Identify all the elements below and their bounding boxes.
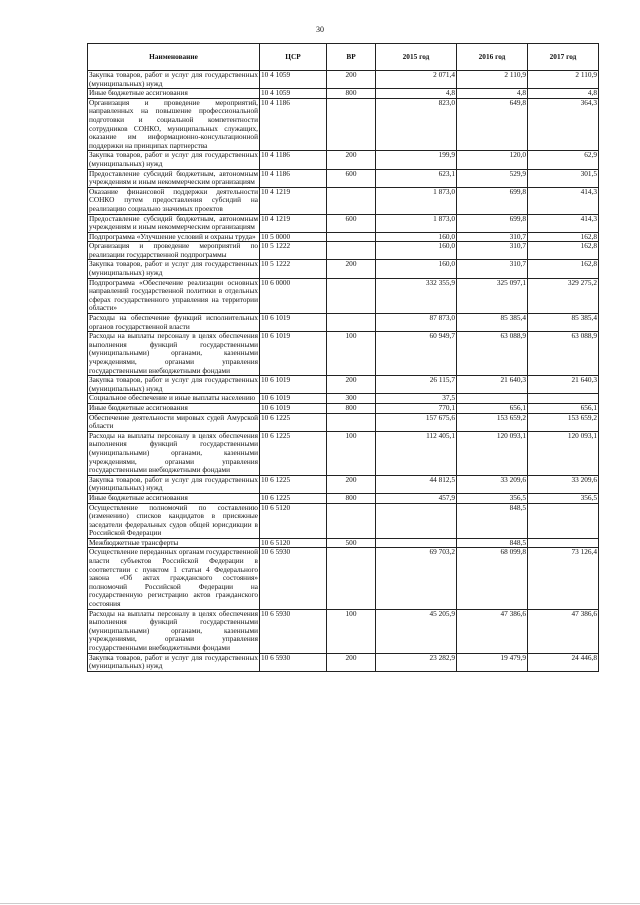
row-vr: 200 (327, 475, 376, 493)
row-2016: 47 386,6 (457, 609, 528, 653)
header-csr: ЦСР (260, 44, 327, 71)
scan-edge (0, 903, 640, 904)
row-vr (327, 242, 376, 260)
row-2017: 356,5 (528, 493, 599, 503)
header-name: Наименование (88, 44, 260, 71)
row-name: Обеспечение деятельности мировых судей Амурской области (89, 413, 258, 431)
row-2015: 1 873,0 (376, 187, 457, 214)
row-name: Расходы на выплаты персоналу в целях обеспечения выполнения функций государственными (муниципальными) органами, казенными учреждениями, органами управления государственными внебюджетными фондами (89, 609, 258, 652)
row-2017: 73 126,4 (528, 548, 599, 609)
row-2017: 63 088,9 (528, 332, 599, 376)
header-vr: ВР (327, 44, 376, 71)
row-vr: 600 (327, 214, 376, 232)
row-2017: 62,9 (528, 151, 599, 169)
row-vr (327, 413, 376, 431)
row-name: Межбюджетные трансферты (88, 538, 260, 548)
row-2016: 4,8 (457, 89, 528, 99)
row-csr: 10 6 1019 (260, 314, 327, 332)
row-2015: 23 282,9 (376, 653, 457, 671)
row-name: Осуществление переданных органам государственной власти субъектов Российской Федерации в соответствии с пунктом 1 статьи 4 Федерального закона «Об актах гражданского состояния» полномочий Российской Федерации на государственную регистрацию актов гражданского состояния (89, 547, 258, 609)
row-name: Подпрограмма «Улучшение условий и охраны труда» (88, 232, 260, 242)
row-vr: 200 (327, 151, 376, 169)
row-2015 (376, 538, 457, 548)
row-name: Закупка товаров, работ и услуг для государственных (муниципальных) нужд (89, 259, 258, 278)
header-2015: 2015 год (376, 44, 457, 71)
table-header-row (88, 44, 599, 71)
row-csr: 10 6 1225 (260, 493, 327, 503)
table-row (88, 98, 599, 151)
row-2016: 310,7 (457, 232, 528, 242)
row-2016: 649,8 (457, 98, 528, 151)
row-name: Закупка товаров, работ и услуг для государственных (муниципальных) нужд (89, 70, 258, 88)
row-vr: 200 (327, 653, 376, 671)
row-csr: 10 6 1019 (260, 332, 327, 376)
row-2015: 770,1 (376, 403, 457, 413)
table-row (88, 332, 599, 376)
table-row (88, 260, 599, 278)
row-vr: 300 (327, 394, 376, 404)
row-2017: 414,3 (528, 187, 599, 214)
table-row (88, 653, 599, 671)
table-row (88, 431, 599, 475)
row-vr (327, 278, 376, 313)
row-2015: 160,0 (376, 232, 457, 242)
table-row (88, 151, 599, 169)
row-2015: 160,0 (376, 242, 457, 260)
row-2015: 60 949,7 (376, 332, 457, 376)
row-2015: 37,5 (376, 394, 457, 404)
row-2016: 63 088,9 (457, 332, 528, 376)
row-2015: 623,1 (376, 169, 457, 187)
table-row (88, 232, 599, 242)
row-2016: 153 659,2 (457, 413, 528, 431)
table-row (88, 609, 599, 653)
row-2017: 24 446,8 (528, 653, 599, 671)
row-vr (327, 548, 376, 609)
row-csr: 10 4 1059 (260, 71, 327, 89)
table-row (88, 169, 599, 187)
row-2017: 414,3 (528, 214, 599, 232)
row-2017: 364,3 (528, 98, 599, 151)
row-csr: 10 6 5930 (260, 609, 327, 653)
row-2015: 2 071,4 (376, 71, 457, 89)
row-2017: 4,8 (528, 89, 599, 99)
row-name: Иные бюджетные ассигнования (88, 493, 260, 503)
row-name: Расходы на выплаты персоналу в целях обеспечения выполнения функций государственными (муниципальными) органами, казенными учреждениями, органами управления государственными внебюджетными фондами (89, 331, 258, 375)
table-row (88, 493, 599, 503)
row-2016: 68 099,8 (457, 548, 528, 609)
row-csr: 10 5 0000 (260, 232, 327, 242)
row-2017: 162,8 (528, 232, 599, 242)
row-vr (327, 98, 376, 151)
row-2017: 329 275,2 (528, 278, 599, 313)
row-csr: 10 6 1225 (260, 431, 327, 475)
row-2016: 529,9 (457, 169, 528, 187)
table-row (88, 403, 599, 413)
row-name: Иные бюджетные ассигнования (88, 403, 260, 413)
row-2015: 87 873,0 (376, 314, 457, 332)
row-csr: 10 5 1222 (260, 242, 327, 260)
row-csr: 10 6 5930 (260, 548, 327, 609)
row-2017: 301,5 (528, 169, 599, 187)
row-name: Оказание финансовой поддержки деятельности СОНКО путем предоставления субсидий на реализацию социально значимых проектов (89, 187, 258, 213)
row-csr: 10 6 1019 (260, 403, 327, 413)
row-name: Социальное обеспечение и иные выплаты населению (88, 394, 260, 404)
page-number: 30 (316, 25, 324, 34)
row-name: Расходы на выплаты персоналу в целях обеспечения выполнения функций государственными (муниципальными) органами, казенными учреждениями, органами управления государственными внебюджетными фондами (89, 431, 258, 475)
row-2017 (528, 394, 599, 404)
row-csr: 10 6 5930 (260, 653, 327, 671)
row-vr: 500 (327, 538, 376, 548)
row-2016: 19 479,9 (457, 653, 528, 671)
row-csr: 10 4 1186 (260, 169, 327, 187)
row-2016: 2 110,9 (457, 71, 528, 89)
row-2017 (528, 503, 599, 538)
table-row (88, 278, 599, 313)
row-csr: 10 4 1186 (260, 98, 327, 151)
row-vr: 200 (327, 376, 376, 394)
row-2015: 69 703,2 (376, 548, 457, 609)
table-row (88, 242, 599, 260)
row-csr: 10 6 1019 (260, 394, 327, 404)
table-row (88, 214, 599, 232)
row-2016: 325 097,1 (457, 278, 528, 313)
row-csr: 10 4 1219 (260, 214, 327, 232)
row-2015: 44 812,5 (376, 475, 457, 493)
row-2015: 4,8 (376, 89, 457, 99)
table-row (88, 475, 599, 493)
table-row (88, 548, 599, 609)
row-2016: 848,5 (457, 503, 528, 538)
row-vr: 800 (327, 493, 376, 503)
row-2015: 457,9 (376, 493, 457, 503)
row-2016: 848,5 (457, 538, 528, 548)
row-2017: 162,8 (528, 260, 599, 278)
row-2015: 112 405,1 (376, 431, 457, 475)
table-row (88, 376, 599, 394)
row-2017: 33 209,6 (528, 475, 599, 493)
table-row (88, 187, 599, 214)
row-vr: 100 (327, 431, 376, 475)
table-row (88, 394, 599, 404)
row-2015: 199,9 (376, 151, 457, 169)
row-csr: 10 4 1219 (260, 187, 327, 214)
table-body (88, 71, 599, 672)
row-2016: 310,7 (457, 260, 528, 278)
row-vr: 100 (327, 332, 376, 376)
budget-table (87, 43, 599, 672)
row-vr: 100 (327, 609, 376, 653)
row-vr: 800 (327, 89, 376, 99)
row-2015: 45 205,9 (376, 609, 457, 653)
row-csr: 10 6 1225 (260, 475, 327, 493)
row-2015: 160,0 (376, 260, 457, 278)
row-csr: 10 6 5120 (260, 538, 327, 548)
row-2016: 656,1 (457, 403, 528, 413)
row-2017 (528, 538, 599, 548)
row-2016: 699,8 (457, 187, 528, 214)
row-2016 (457, 394, 528, 404)
row-2016: 699,8 (457, 214, 528, 232)
row-2016: 85 385,4 (457, 314, 528, 332)
row-vr: 200 (327, 71, 376, 89)
row-name: Закупка товаров, работ и услуг для государственных (муниципальных) нужд (89, 375, 258, 393)
row-2015 (376, 503, 457, 538)
row-2016: 120,0 (457, 151, 528, 169)
row-2016: 33 209,6 (457, 475, 528, 493)
row-csr: 10 6 5120 (260, 503, 327, 538)
row-csr: 10 4 1186 (260, 151, 327, 169)
row-vr: 200 (327, 260, 376, 278)
row-csr: 10 5 1222 (260, 260, 327, 278)
table-row (88, 503, 599, 538)
row-2017: 21 640,3 (528, 376, 599, 394)
row-2017: 2 110,9 (528, 71, 599, 89)
row-2017: 162,8 (528, 242, 599, 260)
row-name: Организация и проведение мероприятий по реализации государственной подпрограммы (89, 241, 258, 259)
row-2015: 157 675,6 (376, 413, 457, 431)
row-name: Осуществление полномочий по составлению (изменению) списков кандидатов в присяжные заседатели федеральных судов общей юрисдикции в Российской Федерации (89, 503, 258, 538)
table-row (88, 538, 599, 548)
row-vr (327, 232, 376, 242)
row-name: Предоставление субсидий бюджетным, автономным учреждениям и иным некоммерческим организациям (89, 214, 258, 232)
row-csr: 10 6 0000 (260, 278, 327, 313)
header-2016: 2016 год (457, 44, 528, 71)
table-row (88, 71, 599, 89)
row-name: Иные бюджетные ассигнования (88, 89, 260, 99)
row-2016: 21 640,3 (457, 376, 528, 394)
row-name: Организация и проведение мероприятий, направленных на повышение профессиональной подготовки и социальной компетентности сотрудников СОНКО, муниципальных служащих, оказание им информационно-консультационной поддержки на принципах партнерства (89, 98, 258, 150)
row-2017: 85 385,4 (528, 314, 599, 332)
row-2017: 120 093,1 (528, 431, 599, 475)
row-2017: 656,1 (528, 403, 599, 413)
row-name: Закупка товаров, работ и услуг для государственных (муниципальных) нужд (89, 653, 258, 671)
table-row (88, 413, 599, 431)
row-2016: 310,7 (457, 242, 528, 260)
row-2017: 153 659,2 (528, 413, 599, 431)
row-vr: 600 (327, 169, 376, 187)
row-csr: 10 6 1019 (260, 376, 327, 394)
row-vr: 800 (327, 403, 376, 413)
row-name: Закупка товаров, работ и услуг для государственных (муниципальных) нужд (89, 475, 258, 493)
row-2016: 356,5 (457, 493, 528, 503)
row-2015: 1 873,0 (376, 214, 457, 232)
row-name: Расходы на обеспечение функций исполнительных органов государственной власти (89, 313, 258, 331)
row-2016: 120 093,1 (457, 431, 528, 475)
row-2015: 26 115,7 (376, 376, 457, 394)
header-2017: 2017 год (528, 44, 599, 71)
row-csr: 10 6 1225 (260, 413, 327, 431)
row-2015: 823,0 (376, 98, 457, 151)
row-vr (327, 503, 376, 538)
table-row (88, 89, 599, 99)
row-2017: 47 386,6 (528, 609, 599, 653)
row-name: Предоставление субсидий бюджетным, автономным учреждениям и иным некоммерческим организациям (89, 169, 258, 187)
table-row (88, 314, 599, 332)
row-csr: 10 4 1059 (260, 89, 327, 99)
row-2015: 332 355,9 (376, 278, 457, 313)
row-name: Подпрограмма «Обеспечение реализации основных направлений государственной политики в отдельных сферах государственного управления на территории области» (89, 278, 258, 313)
row-vr (327, 314, 376, 332)
row-name: Закупка товаров, работ и услуг для государственных (муниципальных) нужд (89, 150, 258, 168)
row-vr (327, 187, 376, 214)
